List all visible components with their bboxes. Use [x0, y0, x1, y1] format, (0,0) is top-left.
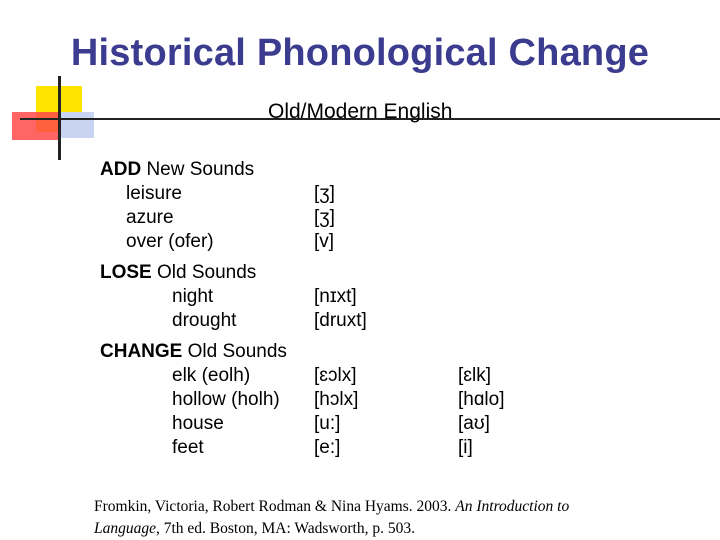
add-ipa-leisure: [ʒ] [314, 183, 335, 204]
add-word-over: over (ofer) [126, 231, 214, 252]
add-heading: ADD New Sounds [100, 159, 255, 180]
change-new-feet: [i] [458, 437, 473, 458]
change-word-hollow: hollow (holh) [172, 389, 280, 410]
add-word-leisure: leisure [126, 183, 182, 204]
change-new-house: [aʊ] [458, 413, 490, 434]
change-new-elk: [ɛlk] [458, 365, 491, 386]
add-ipa-azure: [ʒ] [314, 207, 335, 228]
change-word-house: house [172, 413, 224, 434]
lose-word-drought: drought [172, 310, 237, 331]
lose-ipa-night: [nɪxt] [314, 286, 357, 307]
decorative-red-square [12, 112, 58, 140]
change-old-elk: [ɛɔlx] [314, 365, 357, 386]
change-word-feet: feet [172, 437, 204, 458]
change-new-hollow: [hɑlo] [458, 389, 505, 410]
add-word-azure: azure [126, 207, 174, 228]
change-old-feet: [e:] [314, 437, 341, 458]
change-heading: CHANGE Old Sounds [100, 341, 287, 362]
slide-subtitle: Old/Modern English [268, 100, 453, 123]
lose-ipa-drought: [druxt] [314, 310, 367, 331]
lose-word-night: night [172, 286, 214, 307]
lose-heading: LOSE Old Sounds [100, 262, 257, 283]
change-word-elk: elk (eolh) [172, 365, 251, 386]
decorative-blue-square [60, 112, 94, 138]
add-ipa-over: [v] [314, 231, 335, 252]
change-old-house: [u:] [314, 413, 341, 434]
slide-title: Historical Phonological Change [70, 32, 650, 74]
change-old-hollow: [hɔlx] [314, 389, 359, 410]
citation: Fromkin, Victoria, Robert Rodman & Nina Hyams. 2003. An Introduction to Language, 7th ed. Boston, MA: Wadsworth, p. 503. [94, 498, 570, 537]
